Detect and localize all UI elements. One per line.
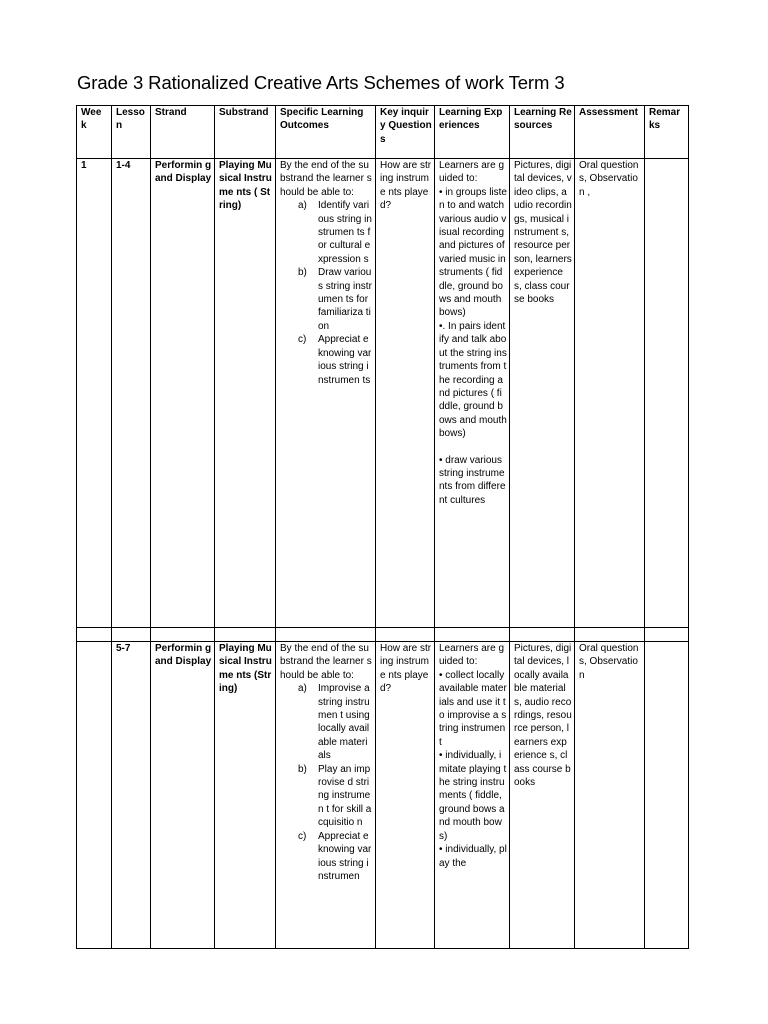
header-week: Wee k bbox=[77, 106, 112, 159]
key-question-cell: How are string instrume nts played? bbox=[376, 642, 435, 949]
lesson-cell: 1-4 bbox=[112, 159, 151, 628]
header-outcomes: Specific Learning Outcomes bbox=[276, 106, 376, 159]
outcome-text: Identify various string instrumen ts for cultural expression s bbox=[318, 200, 372, 265]
outcome-text: Improvise a string instrumen t using locally available materials bbox=[318, 683, 370, 762]
outcomes-intro: By the end of the substrand the learner should be able to: bbox=[280, 160, 372, 198]
experience-item: • individually, play the bbox=[439, 844, 507, 869]
outcomes-cell bbox=[276, 642, 376, 949]
experience-item: •. In pairs identify and talk about the string instruments from the recording and pictures ( fiddle, ground bows and mouth bows) bbox=[439, 320, 507, 440]
header-learning-experiences: Learning Experiences bbox=[435, 106, 510, 159]
outcomes-list bbox=[280, 199, 373, 387]
outcome-marker: b) bbox=[298, 763, 307, 775]
table-spacer-row bbox=[77, 628, 689, 642]
header-substrand: Substrand bbox=[215, 106, 276, 159]
experience-item: • in groups listen to and watch various audio visual recording and pictures of varied music instruments ( fiddle, ground bows and mouth bows) bbox=[439, 186, 507, 319]
spacer-cell bbox=[215, 628, 276, 642]
outcome-marker: c) bbox=[298, 830, 307, 842]
header-strand: Strand bbox=[151, 106, 215, 159]
outcome-marker: b) bbox=[298, 267, 307, 279]
header-remarks: Remar ks bbox=[645, 106, 689, 159]
experience-item: • draw various string instruments from different cultures bbox=[439, 454, 506, 506]
outcome-text: Draw various string instrumen ts for familiariza tion bbox=[318, 267, 372, 332]
experiences-intro: Learners are guided to: bbox=[439, 643, 505, 668]
list-item bbox=[280, 199, 373, 266]
spacer-cell bbox=[435, 628, 510, 642]
substrand-cell: Playing Musical Instrume nts (String) bbox=[215, 642, 276, 949]
experiences-cell bbox=[435, 642, 510, 949]
spacer-cell bbox=[376, 628, 435, 642]
list-item bbox=[280, 682, 373, 762]
remarks-cell bbox=[645, 159, 689, 628]
scheme-of-work-table bbox=[76, 105, 689, 949]
spacer-cell bbox=[112, 628, 151, 642]
experience-item: • individually, imitate playing the string instruments ( fiddle, ground bows and mouth bows) bbox=[439, 750, 507, 842]
spacer-cell bbox=[77, 628, 112, 642]
week-cell bbox=[77, 642, 112, 949]
strand-cell: Performin g and Display bbox=[151, 642, 215, 949]
list-item bbox=[280, 830, 373, 884]
assessment-cell: Oral questions, Observation , bbox=[575, 159, 645, 628]
header-lesson: Lesso n bbox=[112, 106, 151, 159]
spacer-cell bbox=[510, 628, 575, 642]
list-item bbox=[280, 333, 373, 387]
header-assessment: Assessment bbox=[575, 106, 645, 159]
outcome-marker: a) bbox=[298, 683, 307, 695]
experience-item: • collect locally available materials and use it to improvise a string instrument bbox=[439, 669, 507, 748]
outcomes-list bbox=[280, 682, 373, 883]
outcomes-cell bbox=[276, 159, 376, 628]
outcomes-intro: By the end of the substrand the learner should be able to: bbox=[280, 643, 372, 681]
lesson-cell: 5-7 bbox=[112, 642, 151, 949]
remarks-cell bbox=[645, 642, 689, 949]
week-cell: 1 bbox=[77, 159, 112, 628]
key-question-cell: How are string instrume nts played? bbox=[376, 159, 435, 628]
substrand-cell: Playing Musical Instrume nts ( String) bbox=[215, 159, 276, 628]
header-key-questions: Key inquiry Question s bbox=[376, 106, 435, 159]
experience-gap bbox=[439, 441, 507, 454]
header-learning-resources: Learning Resources bbox=[510, 106, 575, 159]
outcome-text: Appreciat e knowing various string instrumen ts bbox=[318, 334, 372, 386]
resources-cell: Pictures, digital devices, video clips, audio recordings, musical instrument s, resource person, learners experience s, class course books bbox=[510, 159, 575, 628]
experiences-cell bbox=[435, 159, 510, 628]
resources-cell: Pictures, digital devices, locally available materials, audio recordings, resource person, learners experience s, class course books bbox=[510, 642, 575, 949]
table-header-row bbox=[77, 106, 689, 159]
spacer-cell bbox=[151, 628, 215, 642]
table-row bbox=[77, 642, 689, 949]
outcome-text: Play an improvise d string instrumen t for skill acquisitio n bbox=[318, 763, 372, 829]
outcome-text: Appreciat e knowing various string instrumen bbox=[318, 830, 372, 882]
table-row bbox=[77, 159, 689, 628]
assessment-cell: Oral questions, Observation bbox=[575, 642, 645, 949]
list-item bbox=[280, 763, 373, 830]
experiences-intro: Learners are guided to: bbox=[439, 160, 505, 185]
outcome-marker: a) bbox=[298, 200, 307, 212]
document-title: Grade 3 Rationalized Creative Arts Schemes of work Term 3 bbox=[77, 72, 565, 93]
spacer-cell bbox=[645, 628, 689, 642]
spacer-cell bbox=[575, 628, 645, 642]
spacer-cell bbox=[276, 628, 376, 642]
outcome-marker: c) bbox=[298, 334, 307, 346]
list-item bbox=[280, 266, 373, 333]
strand-cell: Performin g and Display bbox=[151, 159, 215, 628]
